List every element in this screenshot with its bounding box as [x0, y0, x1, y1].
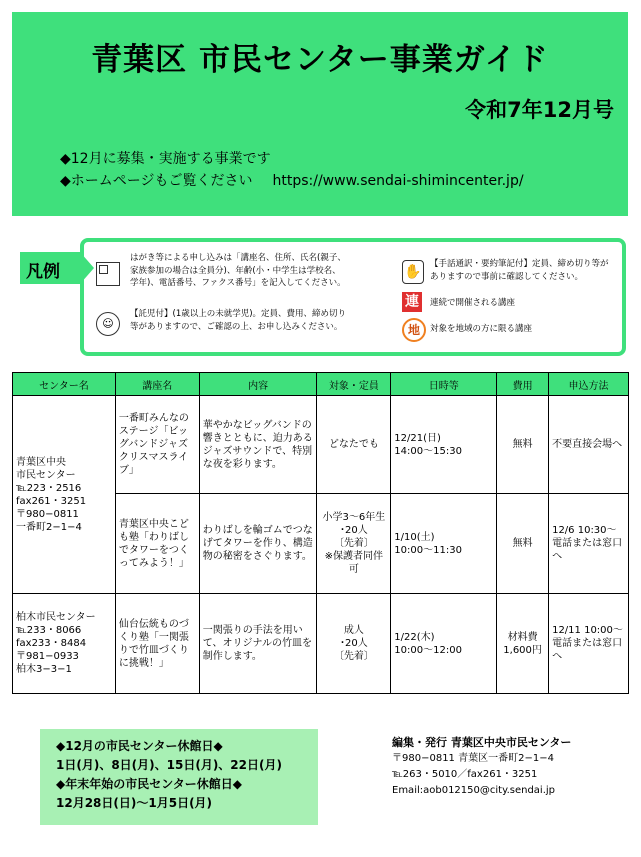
publisher-email[interactable]: Email:aob012150@city.sendai.jp	[392, 785, 556, 796]
legend-childcare-text: 【託児付】(1歳以上の未就学児)。定員、費用、締め切り等がありますので、ご確認の上、お申し込みください。	[130, 309, 347, 332]
legend-local-text: 対象を地域の方に限る講座	[430, 324, 533, 334]
header-target: 対象・定員	[317, 373, 391, 396]
apply-cell: 12/11 10:00～電話または窓口へ	[549, 594, 629, 694]
center-cell: 柏木市民センター ℡233・8066 fax233・8484 〒981−0933 柏木3−3−1	[13, 594, 116, 694]
legend-box	[80, 238, 626, 356]
fee-cell: 材料費 1,600円	[497, 594, 549, 694]
fee-cell: 無料	[497, 396, 549, 494]
publisher-title: 編集・発行 青葉区中央市民センター	[392, 736, 572, 749]
legend-postcard-text: はがき等による申し込みは「講座名、住所、氏名(親子、家族参加の場合は全員分)、年齢(小・中学生は学校名、学年)、電話番号、ファクス番号」を記入してください。	[130, 253, 346, 288]
legend-consecutive-text: 連続で開催される講座	[430, 298, 516, 308]
content-cell: 華やかなビッグバンドの響きとともに、迫力あるジャズサウンドで、特別な夜を彩ります。	[199, 396, 317, 494]
content-cell: 一関張りの手法を用いて、オリジナルの竹皿を制作します。	[199, 594, 317, 694]
apply-cell: 12/6 10:30～電話または窓口へ	[549, 494, 629, 594]
closed-heading-december: ◆12月の市民センター休館日◆	[56, 739, 223, 753]
header-apply: 申込方法	[549, 373, 629, 396]
publisher-address: 〒980−0811 青葉区一番町2−1−4	[392, 753, 554, 764]
closed-heading-newyear: ◆年末年始の市民センター休館日◆	[56, 777, 242, 791]
consecutive-icon: 連	[402, 292, 422, 312]
closed-days-box	[40, 729, 318, 825]
header-content: 内容	[199, 373, 317, 396]
closed-dates-december: 1日(月)、8日(月)、15日(月)、22日(月)	[56, 758, 282, 772]
target-cell: どなたでも	[317, 396, 391, 494]
date-cell: 1/22(木) 10:00～12:00	[391, 594, 497, 694]
header-date: 日時等	[391, 373, 497, 396]
date-cell: 12/21(日) 14:00～15:30	[391, 396, 497, 494]
header-center: センター名	[13, 373, 116, 396]
bullet-homepage: ◆ホームページもご覧ください https://www.sendai-shimincenter.jp/	[60, 173, 524, 189]
postcard-icon	[96, 262, 120, 286]
homepage-url-link[interactable]: https://www.sendai-shimincenter.jp/	[272, 173, 524, 189]
table-row	[13, 396, 629, 494]
issue-date: 令和7年12月号	[465, 98, 614, 122]
legend-label: 凡例	[20, 252, 80, 284]
closed-dates-newyear: 12月28日(日)～1月5日(月)	[56, 796, 213, 810]
table-row	[13, 594, 629, 694]
publisher-phone: ℡263・5010／fax261・3251	[392, 769, 538, 780]
header-fee: 費用	[497, 373, 549, 396]
target-cell: 成人 ･20人 〔先着〕	[317, 594, 391, 694]
apply-cell: 不要直接会場へ	[549, 396, 629, 494]
publisher-info	[392, 735, 571, 799]
events-table	[12, 372, 629, 694]
course-cell: 青葉区中央こども塾「わりばしでタワーをつくってみよう！」	[115, 494, 199, 594]
header-banner	[12, 12, 628, 216]
target-cell: 小学3～6年生 ･20人 〔先着〕 ※保護者同伴可	[317, 494, 391, 594]
course-cell: 一番町みんなのステージ「ビッグバンドジャズ クリスマスライブ」	[115, 396, 199, 494]
childcare-icon: ☺	[96, 312, 120, 336]
sign-language-icon: ✋	[402, 260, 424, 284]
fee-cell: 無料	[497, 494, 549, 594]
table-header-row	[13, 373, 629, 396]
content-cell: わりばしを輪ゴムでつなげてタワーを作り、構造物の秘密をさぐります。	[199, 494, 317, 594]
local-icon: 地	[402, 318, 426, 342]
page-title: 青葉区 市民センター事業ガイド	[91, 42, 549, 78]
course-cell: 仙台伝統ものづくり塾「一関張りで竹皿づくりに挑戦！」	[115, 594, 199, 694]
header-course: 講座名	[115, 373, 199, 396]
bullet-recruit: ◆12月に募集・実施する事業です	[60, 151, 271, 167]
center-cell: 青葉区中央 市民センター ℡223・2516 fax261・3251 〒980−0811 一番町2−1−4	[13, 396, 116, 594]
legend-sign-text: 【手話通訳・要約筆記付】定員、締め切り等がありますので事前に確認してください。	[430, 259, 609, 282]
date-cell: 1/10(土) 10:00～11:30	[391, 494, 497, 594]
